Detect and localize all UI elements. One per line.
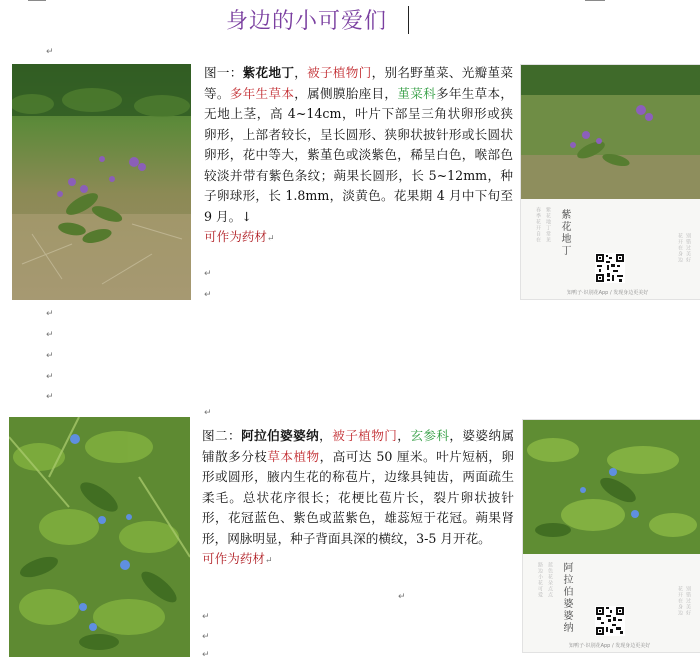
entry-1-use: 可作为药材	[204, 229, 267, 244]
document-title[interactable]: 身边的小可爱们	[226, 9, 388, 34]
photo-viola[interactable]	[12, 64, 191, 300]
entry-2-use: 可作为药材	[202, 551, 265, 566]
card-1-name: 紫花地丁	[559, 209, 570, 257]
card-2-name: 阿拉伯婆婆纳	[561, 562, 572, 634]
card-1-footer: 知鸭子·识别花App / 发现身边更美好	[567, 290, 649, 296]
entry-2-text: 图二：阿拉伯婆婆纳，被子植物门，玄参科，婆婆纳属铺散多分枝草本植物，高可达 50 厘米。叶片短柄，卵形或圆形，腋内生花的称苞片，边缘具钝齿，两面疏生柔毛。总状花序很长；花梗比苞片长，裂片卵状披针形，花冠蓝色、紫色或蓝紫色，雄蕊短于花冠。蒴果肾形，网脉明显，种子背面具深的横纹，3-5 月开花。 可作为药材↵	[202, 428, 515, 566]
paragraph-mark: ↵	[46, 47, 54, 57]
entry-2-label: 图二：	[202, 428, 242, 443]
entry-2-habit: 草本植物	[267, 448, 320, 464]
entry-1-family: 堇菜科	[397, 85, 436, 101]
entry-1-phylum: 被子植物门	[307, 65, 372, 80]
entry-1-name: 紫花地丁	[242, 65, 295, 80]
share-card-1[interactable]: 春季花开自在 紫花地丁常见 紫花地丁 花开在身边 别错过美好 知鸭子·识别花App / 发现身边更美好	[520, 64, 700, 300]
card-2-footer: 知鸭子·识别花App / 发现身边更美好	[569, 643, 651, 649]
text-caret	[408, 6, 409, 34]
entry-2-name: 阿拉伯婆婆纳	[241, 428, 320, 443]
entry-1-habit: 多年生草本	[229, 85, 295, 101]
corner-rule-left	[28, 0, 46, 1]
corner-rule-right	[585, 0, 605, 1]
qr-code-1[interactable]	[595, 253, 625, 283]
share-card-2[interactable]: 路边小花可爱 蓝色花朵点点 阿拉伯婆婆纳 花开在身边 别错过美好 知鸭子·识别花App / 发现身边更美好	[522, 419, 700, 653]
entry-2-phylum: 被子植物门	[332, 428, 398, 443]
photo-veronica[interactable]	[9, 417, 190, 657]
entry-1-text: 图一：紫花地丁，被子植物门，别名野堇菜、光瓣堇菜等。多年生草本，属侧膜胎座目，堇菜科多年生草本，无地上茎，高 4~14cm，叶片下部呈三角状卵形或狭卵形，上部者较长，呈长圆形、狭卵状披针形或长圆状卵形，花中等大，紫堇色或淡紫色，稀呈白色，喉部色较淡并带有紫色条纹；蒴果长圆形，长 5~12mm，种子卵球形，长 1.8mm，淡黄色。花果期 4 月中下旬至 9 月。↓ 可作为药材↵	[204, 65, 514, 244]
qr-code-2[interactable]	[595, 606, 625, 636]
entry-1-label: 图一：	[204, 65, 243, 80]
entry-2-family: 玄参科	[410, 428, 450, 443]
